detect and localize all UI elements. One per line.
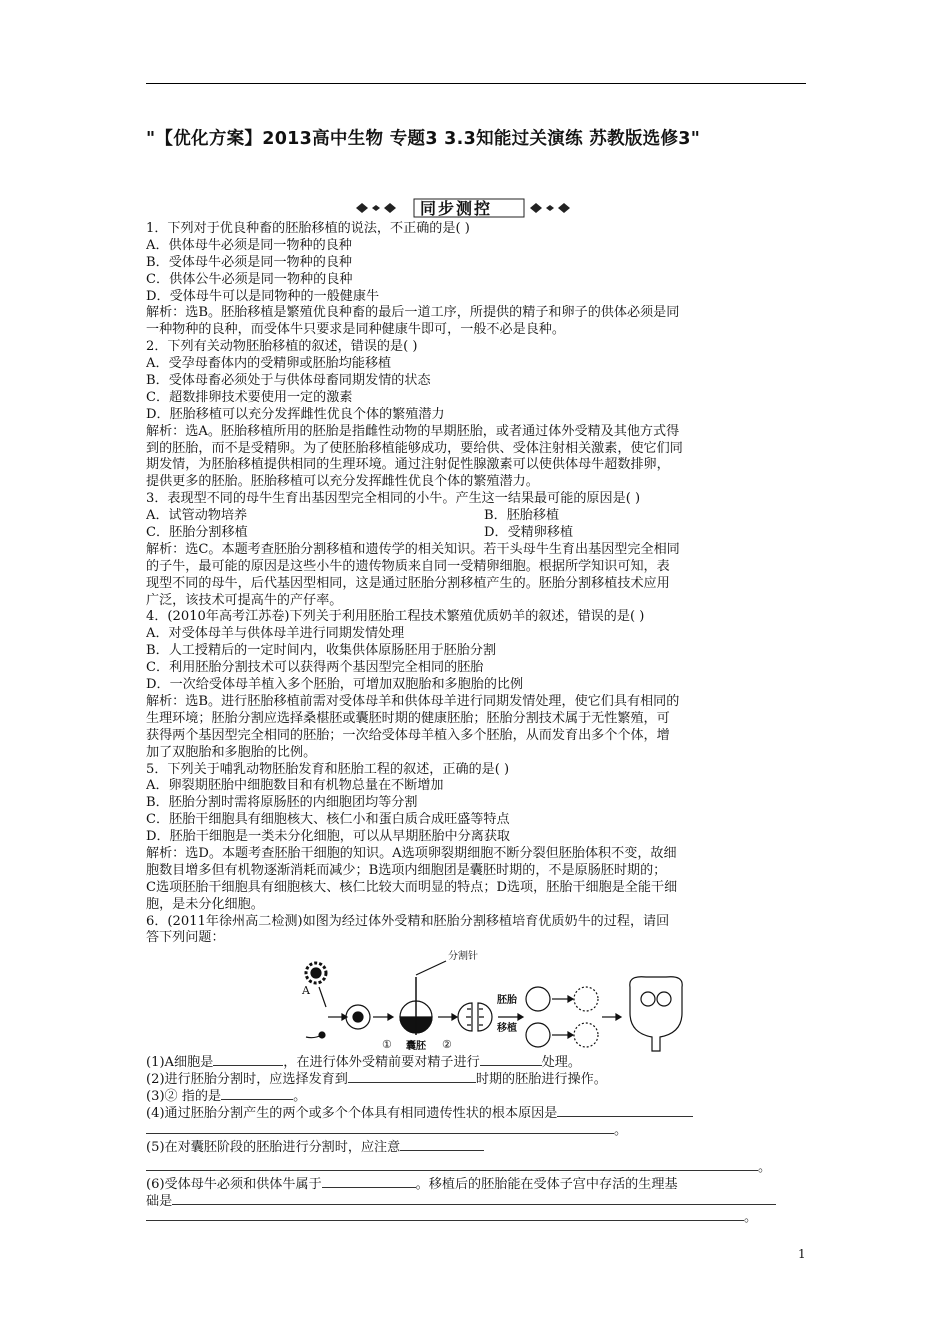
text-line: 3．表现型不同的母牛生育出基因型完全相同的小牛。产生这一结果最可能的原因是( ) bbox=[146, 491, 641, 507]
text-line: C．超数排卵技术要使用一定的激素 bbox=[146, 389, 353, 405]
banner-text: 同步测控 bbox=[420, 199, 493, 218]
answer-6: (6)受体母牛必须和供体牛属于 。移植后的胚胎能在受体子宫中存活的生理基 bbox=[146, 1176, 678, 1192]
blank-5b[interactable] bbox=[146, 1158, 758, 1171]
text-line: D．受体母牛可以是同物种的一般健康牛 bbox=[146, 288, 380, 304]
text-line: 6．(2011年徐州高二检测)如图为经过体外受精和胚胎分割移植培育优质奶牛的过程，请回 bbox=[146, 913, 670, 929]
text-line: 解析：选B。进行胚胎移植前需对受体母羊和供体母羊进行同期发情处理，使它们具有相同的 bbox=[146, 693, 680, 709]
answer-4: (4)通过胚胎分割产生的两个或多个个体具有相同遗传性状的根本原因是 bbox=[146, 1104, 808, 1121]
text-line: D．胚胎移植可以充分发挥雌性优良个体的繁殖潜力 bbox=[146, 406, 445, 422]
blank-6b[interactable] bbox=[172, 1192, 776, 1205]
blank-4b[interactable] bbox=[146, 1121, 614, 1134]
text-line: 解析：选C。本题考查胚胎分割移植和遗传学的相关知识。若干头母牛生育出基因型完全相同 bbox=[146, 541, 680, 557]
text-line: 提供更多的胚胎。胚胎移植可以充分发挥雌性优良个体的繁殖潜力。 bbox=[146, 474, 539, 490]
text-line: A．对受体母羊与供体母羊进行同期发情处理 bbox=[146, 626, 405, 642]
option-a: A．试管动物培养 bbox=[146, 508, 248, 524]
label-needle: 分割针 bbox=[448, 951, 478, 963]
top-rule bbox=[146, 83, 806, 84]
question-body bbox=[146, 221, 808, 1225]
answer-5: (5)在对囊胚阶段的胚胎进行分割时，应注意 bbox=[146, 1138, 808, 1158]
text-line: D．胚胎干细胞是一类未分化细胞，可以从早期胚胎中分离获取 bbox=[146, 829, 511, 845]
q3-options-row-1 bbox=[146, 508, 808, 525]
text-line: 生理环境；胚胎分割应选择桑椹胚或囊胚时期的健康胚胎；胚胎分割技术属于无性繁殖，可 bbox=[146, 710, 670, 726]
text-line: 胞数目增多但有机物逐渐消耗而减少；B选项内细胞团是囊胚时期的，不是原肠胚时期的； bbox=[146, 862, 667, 878]
text-line: 答下列问题： bbox=[146, 930, 225, 946]
text-line: B．受体母牛必须是同一物种的良种 bbox=[146, 254, 353, 270]
answer-5-line-2: 。 bbox=[146, 1158, 808, 1175]
text-line: 广泛，该技术可提高牛的产仔率。 bbox=[146, 592, 343, 608]
answer-3: (3)② 指的是 。 bbox=[146, 1089, 307, 1104]
answer-4-line-2: 。 bbox=[146, 1121, 808, 1138]
text-line: B．胚胎分割时需将原肠胚的内细胞团均等分割 bbox=[146, 795, 418, 811]
text-line: D．一次给受体母羊植入多个胚胎，可增加双胞胎和多胞胎的比例 bbox=[146, 677, 524, 693]
page-number: 1 bbox=[798, 1247, 806, 1261]
label-blastocyst: 囊胚 bbox=[406, 1041, 426, 1053]
blank-1b[interactable] bbox=[480, 1053, 542, 1066]
text-line: 4．(2010年高考江苏卷)下列关于利用胚胎工程技术繁殖优质奶羊的叙述，错误的是( ) bbox=[146, 609, 645, 625]
text-line: C选项胚胎干细胞具有细胞核大、核仁比较大而明显的特点；D选项，胚胎干细胞是全能干细 bbox=[146, 879, 678, 895]
option-c: C．胚胎分割移植 bbox=[146, 525, 248, 541]
text-line: 胞，是未分化细胞。 bbox=[146, 896, 264, 912]
text-line: 获得两个基因型完全相同的胚胎；一次给受体母羊植入多个胚胎，从而发育出多个个体，增 bbox=[146, 727, 670, 743]
blank-5a[interactable] bbox=[400, 1138, 484, 1151]
text-line: 一种物种的良种，而受体牛只要求是同种健康牛即可，一般不必是良种。 bbox=[146, 322, 565, 338]
text-line: A．供体母牛必须是同一物种的良种 bbox=[146, 237, 352, 253]
answer-2: (2)进行胚胎分割时，应选择发育到 时期的胚胎进行操作。 bbox=[146, 1072, 607, 1088]
text-line: 的子牛，最可能的原因是这些小牛的遗传物质来自同一受精卵细胞。根据所学知识可知，表 bbox=[146, 558, 670, 574]
q3-options-row-2 bbox=[146, 525, 808, 542]
text-line: B．人工授精后的一定时间内，收集供体原肠胚用于胚胎分割 bbox=[146, 643, 497, 659]
label-a: A bbox=[302, 984, 310, 998]
text-line: C．供体公牛必须是同一物种的良种 bbox=[146, 271, 353, 287]
text-line: A．卵裂期胚胎中细胞数目和有机物总量在不断增加 bbox=[146, 778, 444, 794]
answer-6-line-2: 础是 bbox=[146, 1192, 808, 1209]
text-line: 1．下列对于优良种畜的胚胎移植的说法，不正确的是( ) bbox=[146, 221, 470, 236]
text-line: B．受体母畜必须处于与供体母畜同期发情的状态 bbox=[146, 373, 431, 389]
blank-6c[interactable] bbox=[146, 1208, 744, 1221]
text-line: A．受孕母畜体内的受精卵或胚胎均能移植 bbox=[146, 356, 392, 372]
blank-1a[interactable] bbox=[213, 1053, 283, 1066]
blank-4a[interactable] bbox=[557, 1104, 693, 1117]
text-line: 现型不同的母牛，后代基因型相同，这是通过胚胎分割移植产生的。胚胎分割移植技术应用 bbox=[146, 575, 670, 591]
text-line: 解析：选D。本题考查胚胎干细胞的知识。A选项卵裂期细胞不断分裂但胚胎体积不变，故细 bbox=[146, 845, 677, 861]
label-transfer-1: 胚胎 bbox=[497, 995, 517, 1007]
document-title: "【优化方案】2013高中生物 专题3 3.3知能过关演练 苏教版选修3" bbox=[146, 129, 701, 149]
text-line: 2．下列有关动物胚胎移植的叙述，错误的是( ) bbox=[146, 339, 418, 355]
label-step-2: ② bbox=[442, 1038, 452, 1052]
blank-6a[interactable] bbox=[322, 1175, 416, 1188]
option-b: B．胚胎移植 bbox=[484, 508, 560, 524]
text-line: C．胚胎干细胞具有细胞核大、核仁小和蛋白质合成旺盛等特点 bbox=[146, 812, 510, 828]
blank-2[interactable] bbox=[348, 1070, 476, 1083]
section-banner bbox=[352, 198, 582, 218]
text-line: 解析：选A。胚胎移植所用的胚胎是指雌性动物的早期胚胎，或者通过体外受精及其他方式得 bbox=[146, 423, 680, 439]
label-transfer-2: 移植 bbox=[497, 1023, 517, 1035]
label-step-1: ① bbox=[382, 1038, 392, 1052]
text-line: 期发情，为胚胎移植提供相同的生理环境。通过注射促性腺激素可以使供体母牛超数排卵， bbox=[146, 457, 670, 473]
blank-3[interactable] bbox=[221, 1087, 293, 1100]
text-line: 加了双胞胎和多胞胎的比例。 bbox=[146, 744, 317, 760]
text-line: 解析：选B。胚胎移植是繁殖优良种畜的最后一道工序，所提供的精子和卵子的供体必须是同 bbox=[146, 305, 680, 321]
embryo-transfer-figure bbox=[146, 947, 808, 1053]
text-line: 到的胚胎，而不是受精卵。为了使胚胎移植能够成功，要给供、受体注射相关激素，使它们同 bbox=[146, 440, 683, 456]
answer-1: (1)A细胞是 ，在进行体外受精前要对精子进行 处理。 bbox=[146, 1055, 581, 1071]
option-d: D．受精卵移植 bbox=[484, 525, 574, 541]
answer-6-line-3: 。 bbox=[146, 1208, 808, 1225]
text-line: 5．下列关于哺乳动物胚胎发育和胚胎工程的叙述，正确的是( ) bbox=[146, 761, 510, 777]
text-line: C．利用胚胎分割技术可以获得两个基因型完全相同的胚胎 bbox=[146, 660, 484, 676]
